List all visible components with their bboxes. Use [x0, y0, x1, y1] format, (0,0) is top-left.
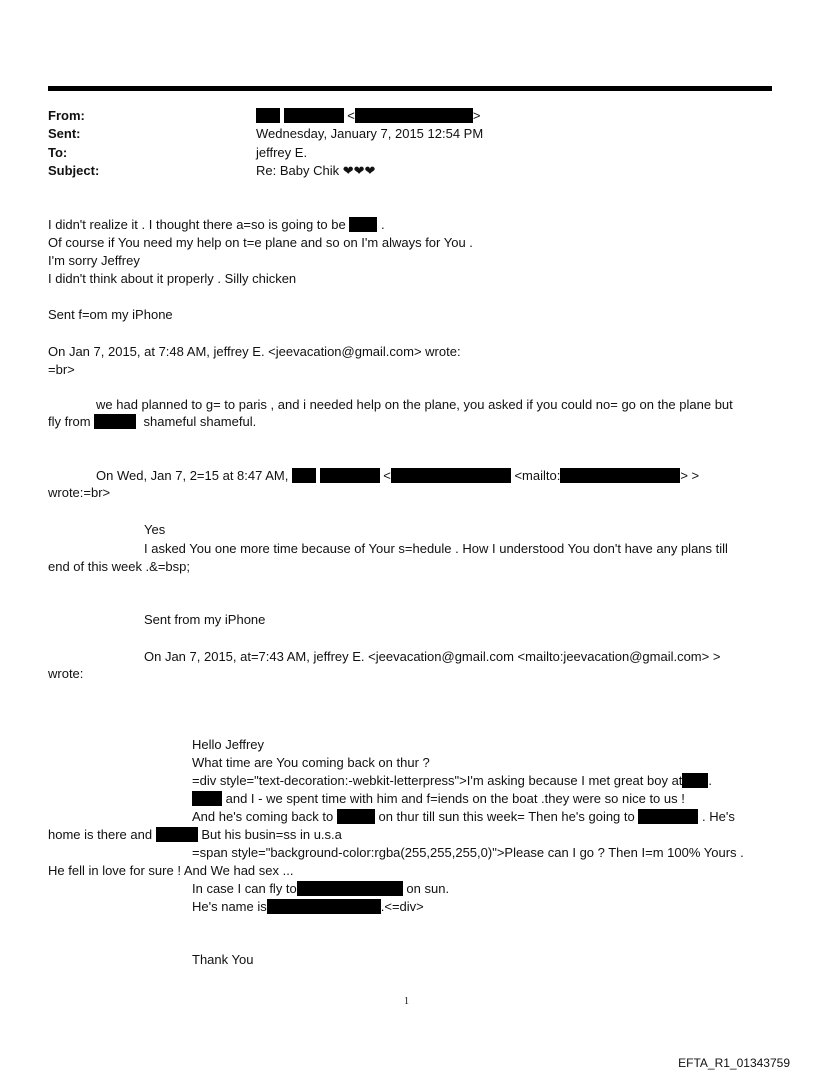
body-line: wrote:=br>: [48, 485, 111, 500]
page-number: 1: [404, 996, 409, 1007]
body-line: Yes: [144, 522, 166, 537]
redaction-block: [292, 468, 316, 483]
body-line: wrote:: [48, 666, 84, 681]
redaction-block: [297, 881, 403, 896]
redaction-block: [156, 827, 198, 842]
redaction-block: [560, 468, 680, 483]
subject-label: Subject:: [48, 163, 100, 178]
body-line: On Wed, Jan 7, 2=15 at 8:47 AM, < <mailto: > >: [96, 468, 700, 483]
body-line: I asked You one more time because of Your s=hedule . How I understood You don't have any plans till: [144, 541, 728, 556]
body-line: I'm sorry Jeffrey: [48, 253, 140, 268]
sent-value: Wednesday, January 7, 2015 12:54 PM: [256, 126, 484, 141]
body-line: I didn't think about it properly . Silly chicken: [48, 271, 297, 286]
to-label: To:: [48, 145, 68, 160]
body-line: In case I can fly to on sun.: [192, 881, 450, 896]
redaction-block: [355, 108, 473, 123]
redaction-block: [638, 809, 698, 824]
body-line: we had planned to g= to paris , and i needed help on the plane, you asked if you could no= go on the plane but: [96, 397, 733, 412]
header-rule: [48, 86, 772, 91]
from-value: < >: [256, 108, 480, 123]
redaction-block: [284, 108, 344, 123]
document-id: EFTA_R1_01343759: [678, 1056, 790, 1070]
body-line: Thank You: [192, 952, 254, 967]
redaction-block: [192, 791, 222, 806]
from-label: From:: [48, 108, 85, 123]
sent-label: Sent:: [48, 126, 81, 141]
redaction-block: [682, 773, 708, 788]
subject-value: Re: Baby Chik ❤❤❤: [256, 163, 376, 178]
body-line: fly from shameful shameful.: [48, 414, 257, 429]
body-line: =span style="background-color:rgba(255,255,255,0)">Please can I go ? Then I=m 100% Yours .: [192, 845, 744, 860]
body-line: home is there and But his busin=ss in u.s.a: [48, 827, 342, 842]
body-line: =br>: [48, 362, 75, 377]
body-line: Of course if You need my help on t=e plane and so on I'm always for You .: [48, 235, 473, 250]
redaction-block: [94, 414, 136, 429]
body-line: What time are You coming back on thur ?: [192, 755, 430, 770]
body-line: Sent f=om my iPhone: [48, 307, 173, 322]
redaction-block: [391, 468, 511, 483]
body-line: =div style="text-decoration:-webkit-letterpress">I'm asking because I met great boy at .: [192, 773, 713, 788]
body-line: and I - we spent time with him and f=iends on the boat .they were so nice to us !: [192, 790, 685, 807]
redaction-block: [337, 809, 375, 824]
body-line: On Jan 7, 2015, at 7:48 AM, jeffrey E. <jeevacation@gmail.com> wrote:: [48, 344, 461, 359]
body-line: Hello Jeffrey: [192, 737, 265, 752]
redaction-block: [267, 899, 381, 914]
body-line: Sent from my iPhone: [144, 612, 266, 627]
body-line: And he's coming back to on thur till sun this week= Then he's going to . He's: [192, 809, 735, 824]
body-line: I didn't realize it . I thought there a=so is going to be .: [48, 217, 385, 232]
redaction-block: [320, 468, 380, 483]
redaction-block: [349, 217, 377, 232]
to-value: jeffrey E.: [256, 145, 308, 160]
redaction-block: [256, 108, 280, 123]
body-line: On Jan 7, 2015, at=7:43 AM, jeffrey E. <jeevacation@gmail.com <mailto:jeevacation@gmail.com> >: [144, 649, 721, 664]
body-line: end of this week .&=bsp;: [48, 559, 191, 574]
body-line: He fell in love for sure ! And We had sex ...: [48, 863, 294, 878]
body-line: He's name is .<=div>: [192, 899, 424, 914]
